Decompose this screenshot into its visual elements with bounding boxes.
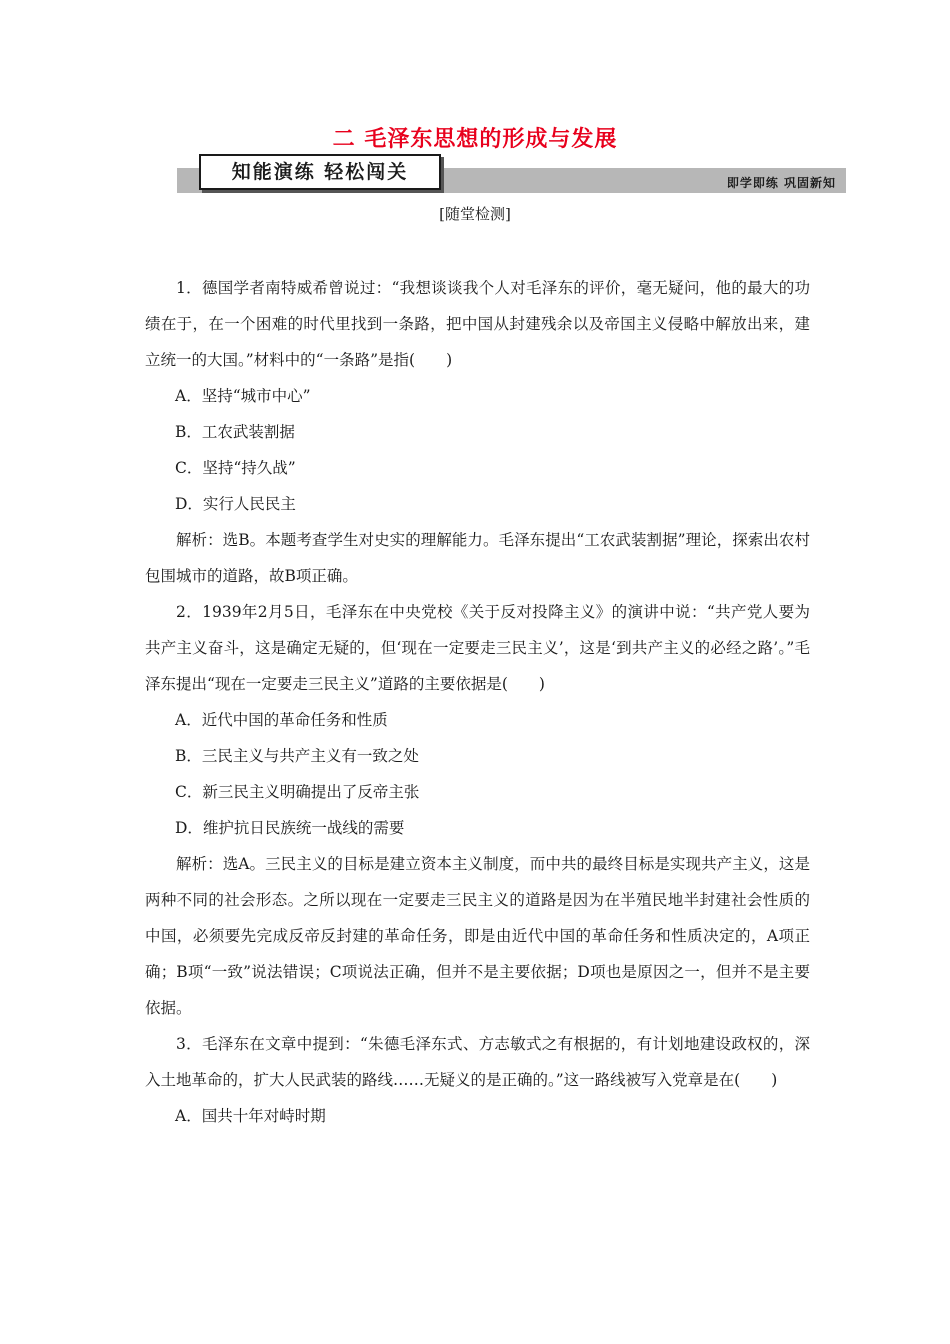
question-2-analysis: 解析：选A。三民主义的目标是建立资本主义制度，而中共的最终目标是实现共产主义，这是两种不同的社会形态。之所以现在一定要走三民主义的道路是因为在半殖民地半封建社会性质的中国，必须要先完成反帝反封建的革命任务，即是由近代中国的革命任务和性质决定的，A项正确；B项“一致”说法错误；C项说法正确，但并不是主要依据；D项也是原因之一，但并不是主要依据。 (145, 855, 810, 1017)
page-title: 二 毛泽东思想的形成与发展 (332, 127, 618, 152)
question-1-analysis: 解析：选B。本题考查学生对史实的理解能力。毛泽东提出“工农武装割据”理论，探索出农村包围城市的道路，故B项正确。 (145, 531, 810, 585)
question-2-option-d: D．维护抗日民族统一战线的需要 (175, 819, 405, 837)
question-list (145, 270, 810, 1134)
section-banner (177, 161, 846, 193)
question-1-option-a: A．坚持“城市中心” (175, 387, 311, 405)
question-1-option-b: B．工农武装割据 (175, 423, 295, 441)
question-1-stem: 1．德国学者南特威希曾说过：“我想谈谈我个人对毛泽东的评价，毫无疑问，他的最大的功绩在于，在一个困难的时代里找到一条路，把中国从封建残余以及帝国主义侵略中解放出来，建立统一的大国。”材料中的“一条路”是指( ) (145, 279, 810, 369)
question-3-stem: 3．毛泽东在文章中提到：“朱德毛泽东式、方志敏式之有根据的，有计划地建设政权的，深入土地革命的，扩大人民武装的路线……无疑义的是正确的。”这一路线被写入党章是在( ) (145, 1035, 810, 1089)
question-2-option-b: B．三民主义与共产主义有一致之处 (175, 747, 419, 765)
section-heading: [随堂检测] (439, 205, 511, 223)
question-1-option-c: C．坚持“持久战” (175, 459, 296, 477)
question-1-option-d: D．实行人民民主 (175, 495, 296, 513)
question-2-stem: 2．1939年2月5日，毛泽东在中央党校《关于反对投降主义》的演讲中说：“共产党人要为共产主义奋斗，这是确定无疑的，但‘现在一定要走三民主义’，这是‘到共产主义的必经之路’。”毛泽东提出“现在一定要走三民主义”道路的主要依据是( ) (145, 603, 810, 693)
question-3-option-a: A．国共十年对峙时期 (175, 1107, 326, 1125)
question-2-option-c: C．新三民主义明确提出了反帝主张 (175, 783, 420, 801)
banner-label: 知能演练 轻松闯关 (199, 154, 441, 190)
question-2-option-a: A．近代中国的革命任务和性质 (175, 711, 388, 729)
banner-subtitle: 即学即练 巩固新知 (726, 176, 836, 190)
